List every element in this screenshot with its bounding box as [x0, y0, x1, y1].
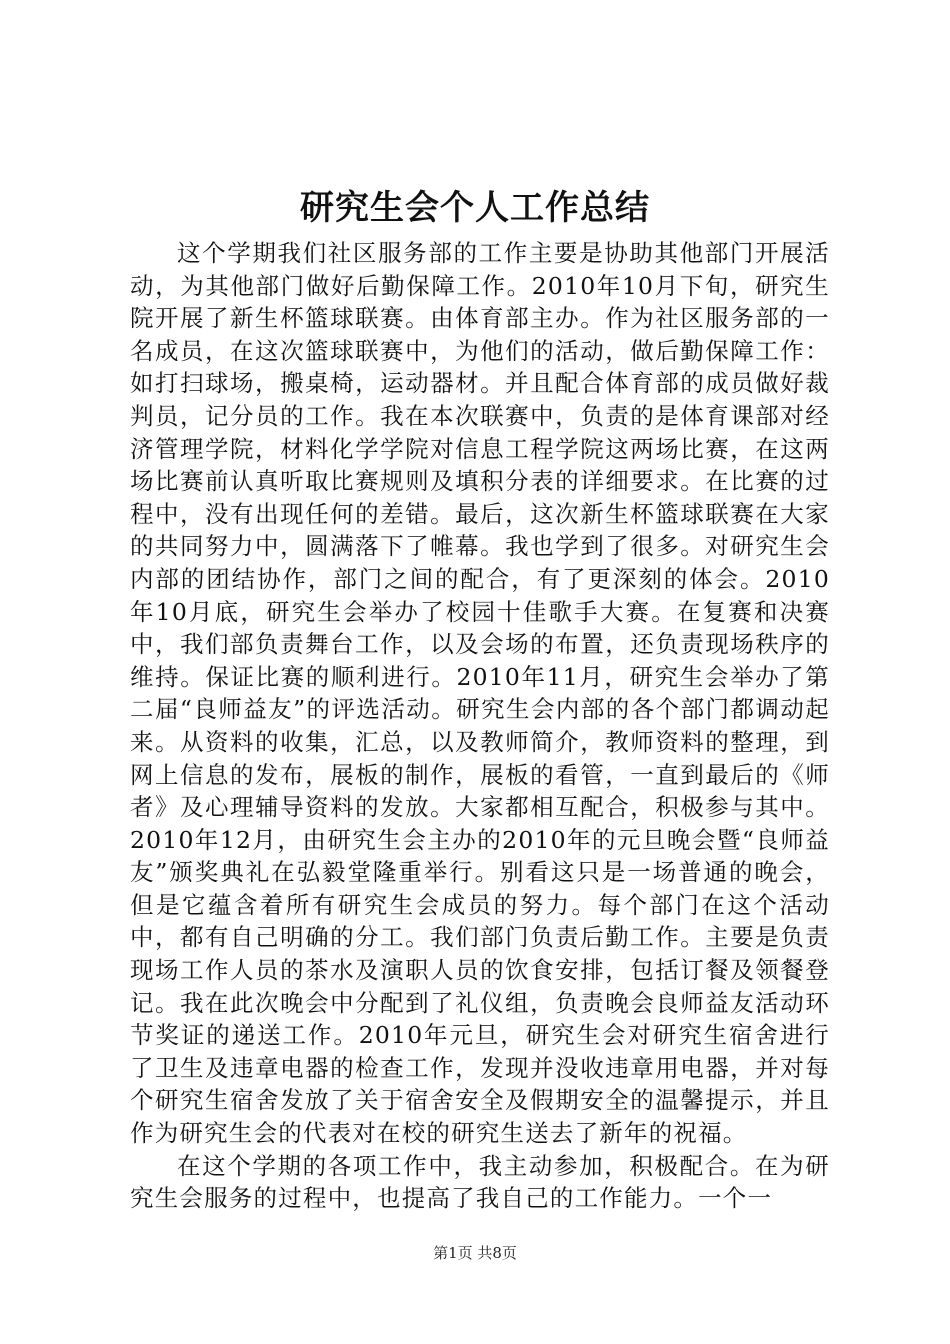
document-body [130, 237, 830, 1215]
paragraph-2: 在这个学期的各项工作中，我主动参加，积极配合。在为研究生会服务的过程中，也提高了我自己的工作能力。一个一 [130, 1151, 830, 1213]
page-footer: 第1页 共8页 [433, 1244, 517, 1262]
document-title: 研究生会个人工作总结 [300, 188, 650, 228]
paragraph-1: 这个学期我们社区服务部的工作主要是协助其他部门开展活动，为其他部门做好后勤保障工作。2010年10月下旬，研究生院开展了新生杯篮球联赛。由体育部主办。作为社区服务部的一名成员，在这次篮球联赛中，为他们的活动，做后勤保障工作：如打扫球场，搬桌椅，运动器材。并且配合体育部的成员做好裁判员，记分员的工作。我在本次联赛中，负责的是体育课部对经济管理学院，材料化学学院对信息工程学院这两场比赛，在这两场比赛前认真听取比赛规则及填积分表的详细要求。在比赛的过程中，没有出现任何的差错。最后，这次新生杯篮球联赛在大家的共同努力中，圆满落下了帷幕。我也学到了很多。对研究生会内部的团结协作，部门之间的配合，有了更深刻的体会。2010年10月底，研究生会举办了校园十佳歌手大赛。在复赛和决赛中，我们部负责舞台工作，以及会场的布置，还负责现场秩序的维持。保证比赛的顺利进行。2010年11月，研究生会举办了第二届“良师益友”的评选活动。研究生会内部的各个部门都调动起来。从资料的收集，汇总，以及教师简介，教师资料的整理，到网上信息的发布，展板的制作，展板的看管，一直到最后的《师者》及心理辅导资料的发放。大家都相互配合，积极参与其中。2010年12月，由研究生会主办的2010年的元旦晚会暨“良师益友”颁奖典礼在弘毅堂隆重举行。别看这只是一场普通的晚会，但是它蕴含着所有研究生会成员的努力。每个部门在这个活动中，都有自己明确的分工。我们部门负责后勤工作。主要是负责现场工作人员的茶水及演职人员的饮食安排，包括订餐及领餐登记。我在此次晚会中分配到了礼仪组，负责晚会良师益友活动环节奖证的递送工作。2010年元旦，研究生会对研究生宿舍进行了卫生及违章电器的检查工作，发现并没收违章用电器，并对每个研究生宿舍发放了关于宿舍安全及假期安全的温馨提示，并且作为研究生会的代表对在校的研究生送去了新年的祝福。 [130, 239, 830, 1148]
